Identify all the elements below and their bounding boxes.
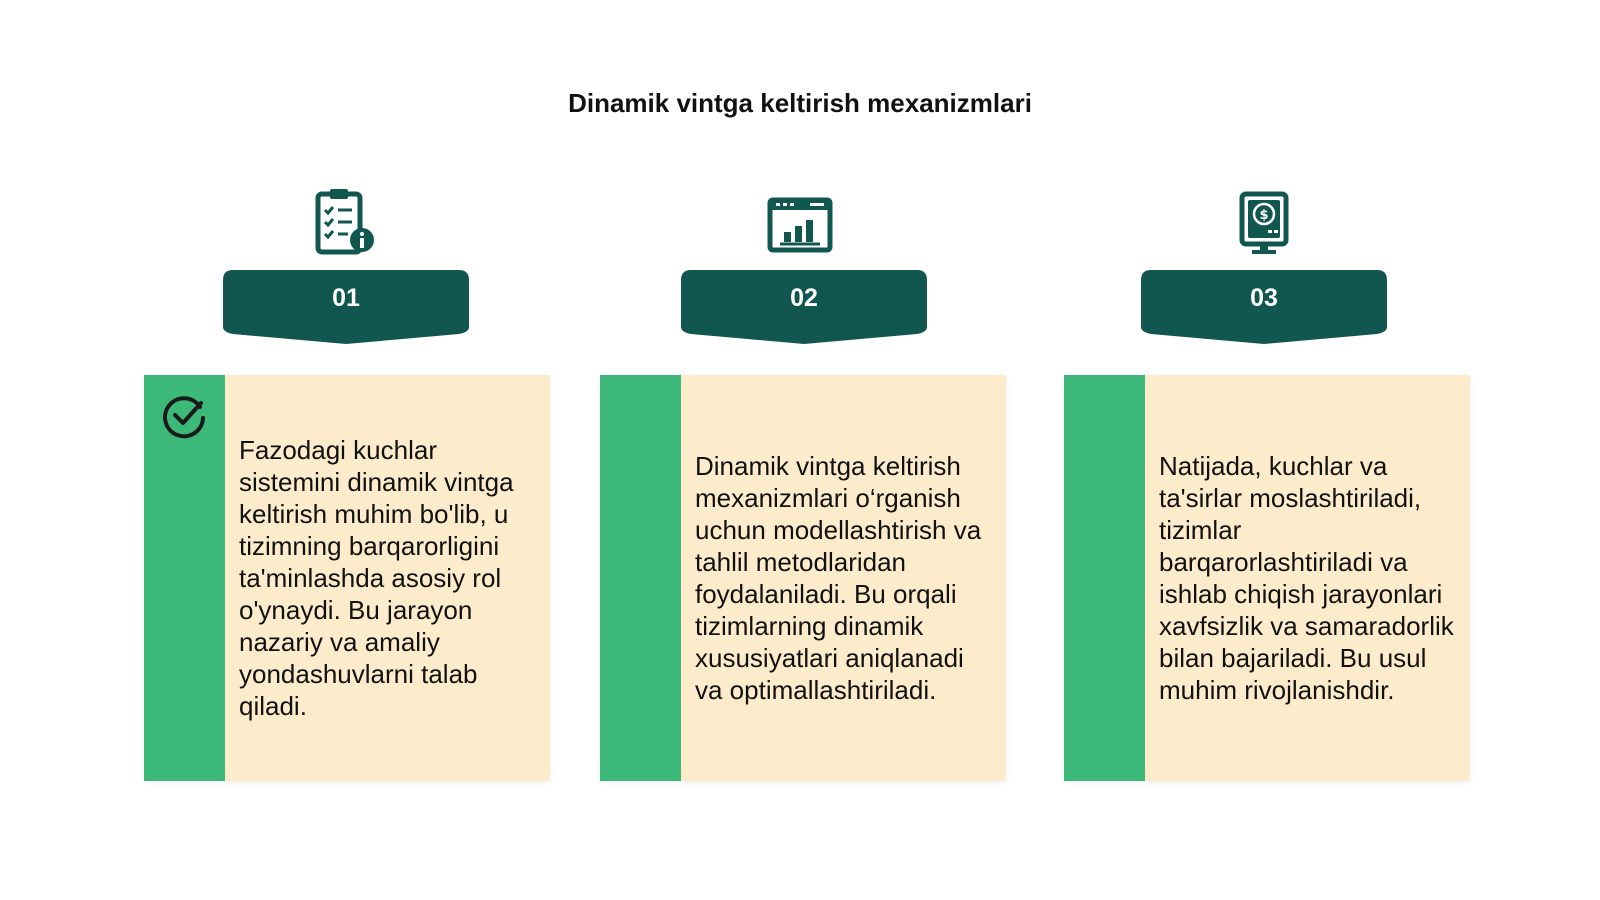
svg-text:$: $	[1259, 208, 1269, 223]
card-body	[1145, 375, 1470, 781]
step-card-1	[144, 375, 550, 781]
card-accent-bar	[600, 375, 681, 781]
step-card-3	[1064, 375, 1470, 781]
step-card-2	[600, 375, 1006, 781]
step-description: Fazodagi kuchlar sistemini dinamik vintga keltirish muhim bo'lib, u tizimning barqarorligini ta'minlashda asosiy rol o'ynaydi. Bu jarayon nazariy va amaliy yondashuvlarni talab qiladi.	[239, 435, 514, 721]
step-description: Dinamik vintga keltirish mexanizmlari o‘rganish uchun modellashtirish va tahlil metodlaridan foydalaniladi. Bu orqali tizimlarning dinamik xususiyatlari aniqlanadi va optimallashtiriladi.	[695, 451, 982, 705]
clipboard-checklist-info-icon	[310, 188, 380, 258]
card-body	[681, 375, 1006, 781]
page-title: Dinamik vintga keltirish mexanizmlari	[568, 88, 1032, 118]
card-accent-bar	[1064, 375, 1145, 781]
step-badge-2	[681, 270, 927, 346]
card-body	[225, 375, 550, 781]
dollar-monitor-icon	[1230, 188, 1300, 258]
step-badge-3	[1141, 270, 1387, 346]
step-description: Natijada, kuchlar va ta'sirlar moslashtiriladi, tizimlar barqarorlashtiriladi va ishlab chiqish jarayonlari xavfsizlik va samaradorlik bilan bajariladi. Bu usul muhim rivojlanishdir.	[1159, 451, 1454, 705]
card-accent-bar	[144, 375, 225, 781]
step-number: 02	[790, 284, 818, 312]
step-number: 03	[1250, 284, 1278, 312]
check-circle-icon	[162, 393, 208, 439]
step-number: 01	[332, 284, 360, 312]
step-badge-1	[223, 270, 469, 346]
bar-chart-window-icon	[766, 188, 836, 258]
